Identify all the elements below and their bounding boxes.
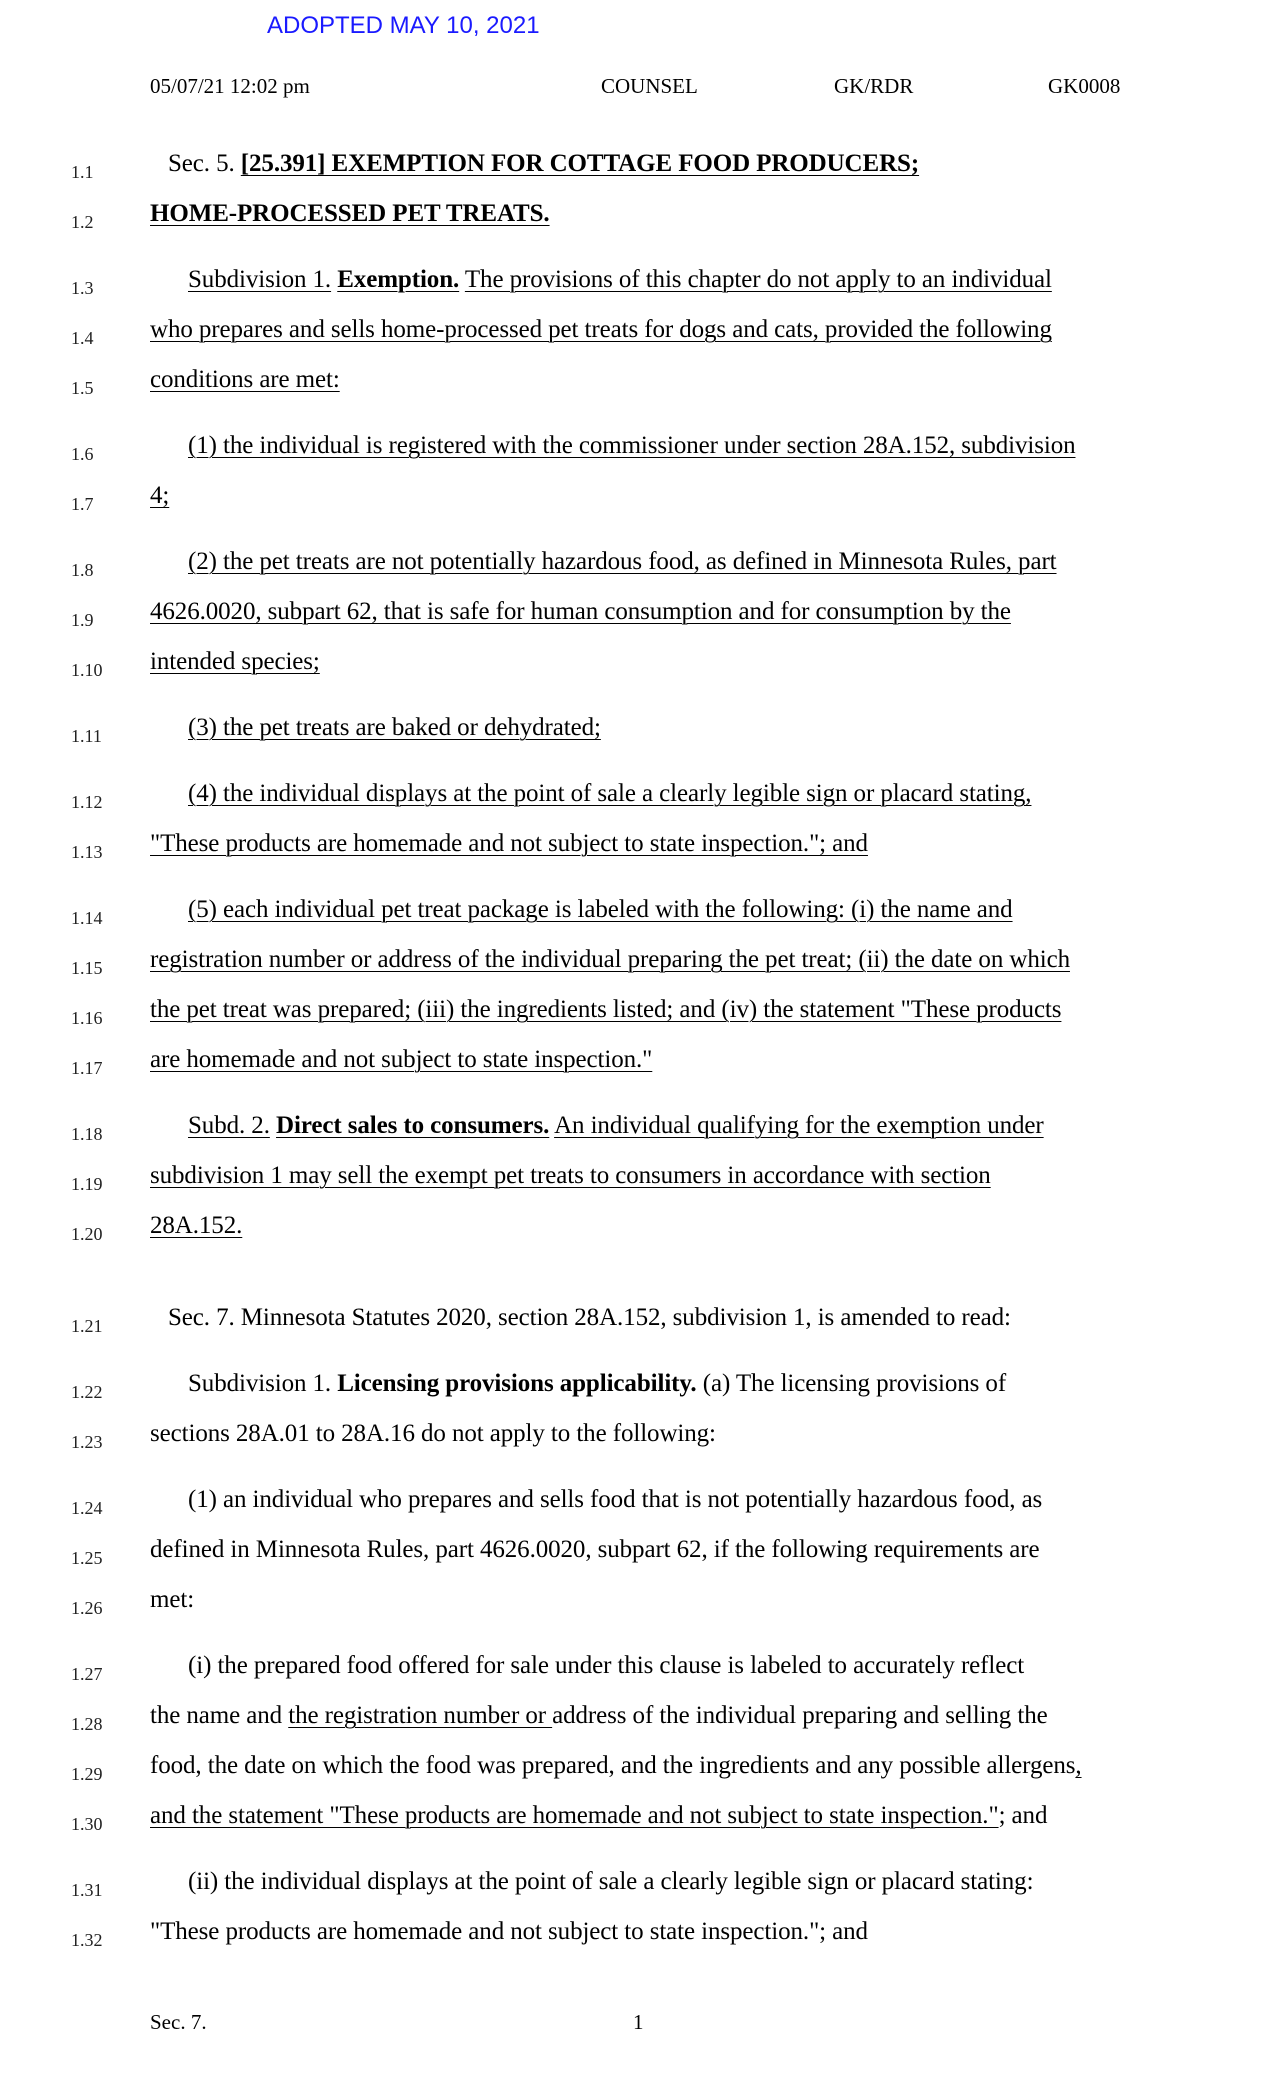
line-number: 1.29 xyxy=(71,1764,103,1784)
line-text xyxy=(188,780,1031,808)
line-number: 1.22 xyxy=(71,1382,103,1402)
text-line xyxy=(0,366,1275,406)
line-number: 1.24 xyxy=(71,1498,103,1518)
header-office: COUNSEL xyxy=(601,74,698,98)
line-text xyxy=(150,1586,194,1614)
text-segment: ; and xyxy=(998,1802,1048,1829)
line-number: 1.16 xyxy=(71,1008,103,1028)
text-line xyxy=(0,150,1275,190)
text-segment: Direct sales to consumers. xyxy=(276,1112,550,1139)
line-text xyxy=(150,1702,1048,1730)
line-text xyxy=(168,150,919,178)
text-segment: conditions are met: xyxy=(150,366,340,393)
line-number: 1.27 xyxy=(71,1664,103,1684)
line-text xyxy=(150,1212,242,1240)
line-text xyxy=(188,266,1052,294)
text-segment: Subd. 2. xyxy=(188,1112,270,1139)
line-number: 1.4 xyxy=(71,328,94,348)
text-segment: (3) the pet treats are baked or dehydrated; xyxy=(188,714,601,741)
text-segment: 4; xyxy=(150,482,170,509)
text-line xyxy=(0,714,1275,754)
text-segment: subdivision 1 may sell the exempt pet treats to consumers in accordance with section xyxy=(150,1162,991,1189)
line-text xyxy=(150,1046,652,1074)
text-segment: HOME-PROCESSED PET TREATS. xyxy=(150,200,550,227)
page-number: 1 xyxy=(633,2010,644,2034)
line-number: 1.6 xyxy=(71,444,94,464)
line-text xyxy=(150,830,868,858)
text-segment: "These products are homemade and not subject to state inspection."; and xyxy=(150,1918,868,1945)
text-segment: Sec. 5. xyxy=(168,150,241,177)
line-number: 1.9 xyxy=(71,610,94,630)
line-number: 1.25 xyxy=(71,1548,103,1568)
line-text xyxy=(188,896,1013,924)
text-segment: Licensing provisions applicability. xyxy=(337,1370,697,1397)
text-segment: , xyxy=(1075,1752,1082,1779)
line-number: 1.12 xyxy=(71,792,103,812)
line-number: 1.31 xyxy=(71,1880,103,1900)
line-text xyxy=(150,1420,716,1448)
text-line xyxy=(0,1802,1275,1842)
text-segment: the registration number or xyxy=(288,1702,553,1729)
line-number: 1.32 xyxy=(71,1930,103,1950)
text-line xyxy=(0,1112,1275,1152)
header-initials: GK/RDR xyxy=(834,74,914,98)
text-line xyxy=(0,200,1275,240)
text-segment: Sec. 7. Minnesota Statutes 2020, section 28A.152, subdivision 1, is amended to read: xyxy=(168,1304,1011,1331)
line-number: 1.7 xyxy=(71,494,94,514)
line-number: 1.5 xyxy=(71,378,94,398)
line-text xyxy=(188,1486,1042,1514)
text-segment: (4) the individual displays at the point of sale a clearly legible sign or placard stating, xyxy=(188,780,1032,807)
text-segment: [25.391] EXEMPTION FOR COTTAGE FOOD PRODUCERS; xyxy=(240,150,920,177)
line-number: 1.17 xyxy=(71,1058,103,1078)
text-line xyxy=(0,1536,1275,1576)
line-number: 1.15 xyxy=(71,958,103,978)
header-date: 05/07/21 12:02 pm xyxy=(150,74,310,98)
text-line xyxy=(0,1752,1275,1792)
text-segment: An individual qualifying for the exemption under xyxy=(554,1112,1044,1139)
line-number: 1.30 xyxy=(71,1814,103,1834)
text-segment: (a) The licensing provisions of xyxy=(696,1370,1007,1397)
text-line xyxy=(0,1162,1275,1202)
line-text xyxy=(188,1652,1024,1680)
text-line xyxy=(0,1046,1275,1086)
text-segment: the name and xyxy=(150,1702,289,1729)
text-segment: met: xyxy=(150,1586,195,1613)
text-line xyxy=(0,648,1275,688)
line-number: 1.10 xyxy=(71,660,103,680)
text-line xyxy=(0,316,1275,356)
line-text xyxy=(188,548,1057,576)
line-text xyxy=(150,648,320,676)
line-number: 1.14 xyxy=(71,908,103,928)
text-line xyxy=(0,432,1275,472)
text-segment: registration number or address of the individual preparing the pet treat; (ii) the date on which xyxy=(150,946,1070,973)
line-number: 1.20 xyxy=(71,1224,103,1244)
text-segment: (2) the pet treats are not potentially hazardous food, as defined in Minnesota Rules, part xyxy=(188,548,1057,575)
line-text xyxy=(150,482,169,510)
text-segment: 4626.0020, subpart 62, that is safe for human consumption and for consumption by the xyxy=(150,598,1011,625)
text-line xyxy=(0,1370,1275,1410)
text-line xyxy=(0,830,1275,870)
text-line xyxy=(0,266,1275,306)
line-text xyxy=(188,1370,1006,1398)
line-text xyxy=(150,1162,991,1190)
text-segment: food, the date on which the food was prepared, and the ingredients and any possible allergens xyxy=(150,1752,1076,1779)
line-text xyxy=(168,1304,1011,1332)
line-text xyxy=(150,1918,868,1946)
text-segment: Subdivision 1. xyxy=(188,266,332,293)
line-number: 1.3 xyxy=(71,278,94,298)
adopted-stamp: ADOPTED MAY 10, 2021 xyxy=(267,12,540,39)
text-segment: intended species; xyxy=(150,648,320,675)
line-number: 1.18 xyxy=(71,1124,103,1144)
text-segment: Exemption. xyxy=(337,266,460,293)
text-line xyxy=(0,1486,1275,1526)
line-number: 1.26 xyxy=(71,1598,103,1618)
line-text xyxy=(150,946,1070,974)
text-segment: sections 28A.01 to 28A.16 do not apply to the following: xyxy=(150,1420,716,1447)
line-text xyxy=(150,996,1061,1024)
text-segment: (1) an individual who prepares and sells food that is not potentially hazardous food, as xyxy=(188,1486,1043,1513)
text-segment: (5) each individual pet treat package is labeled with the following: (i) the name and xyxy=(188,896,1013,923)
text-line xyxy=(0,1918,1275,1958)
line-number: 1.23 xyxy=(71,1432,103,1452)
line-text xyxy=(150,598,1011,626)
text-line xyxy=(0,1868,1275,1908)
text-segment: address of the individual preparing and selling the xyxy=(552,1702,1048,1729)
text-segment: the pet treat was prepared; (iii) the ingredients listed; and (iv) the statement "These products xyxy=(150,996,1062,1023)
header-code: GK0008 xyxy=(1048,74,1121,98)
line-number: 1.11 xyxy=(71,726,102,746)
text-line xyxy=(0,1420,1275,1460)
text-segment: who prepares and sells home-processed pet treats for dogs and cats, provided the following xyxy=(150,316,1052,343)
line-number: 1.21 xyxy=(71,1316,103,1336)
line-text xyxy=(188,1112,1044,1140)
text-line xyxy=(0,1586,1275,1626)
text-segment: defined in Minnesota Rules, part 4626.0020, subpart 62, if the following requirements are xyxy=(150,1536,1040,1563)
text-segment: The provisions of this chapter do not apply to an individual xyxy=(464,266,1052,293)
line-number: 1.2 xyxy=(71,212,94,232)
text-line xyxy=(0,896,1275,936)
line-text xyxy=(150,1802,1047,1830)
line-number: 1.8 xyxy=(71,560,94,580)
line-number: 1.19 xyxy=(71,1174,103,1194)
line-number: 1.13 xyxy=(71,842,103,862)
text-line xyxy=(0,780,1275,820)
text-line xyxy=(0,1702,1275,1742)
line-text xyxy=(150,316,1052,344)
text-line xyxy=(0,548,1275,588)
footer-section: Sec. 7. xyxy=(150,2010,207,2034)
text-segment: (i) the prepared food offered for sale under this clause is labeled to accurately reflect xyxy=(188,1652,1025,1679)
text-line xyxy=(0,1212,1275,1252)
line-text xyxy=(150,366,340,394)
text-segment: Subdivision 1. xyxy=(188,1370,338,1397)
text-segment: "These products are homemade and not subject to state inspection."; and xyxy=(150,830,868,857)
text-line xyxy=(0,598,1275,638)
line-number: 1.1 xyxy=(71,162,94,182)
text-segment: and the statement "These products are homemade and not subject to state inspection." xyxy=(150,1802,999,1829)
text-line xyxy=(0,996,1275,1036)
line-text xyxy=(188,432,1076,460)
text-line xyxy=(0,946,1275,986)
text-line xyxy=(0,482,1275,522)
line-text xyxy=(150,200,550,228)
line-text xyxy=(150,1536,1040,1564)
text-segment: (ii) the individual displays at the point of sale a clearly legible sign or placard stating: xyxy=(188,1868,1034,1895)
line-text xyxy=(188,714,601,742)
line-text xyxy=(150,1752,1082,1780)
text-segment: 28A.152. xyxy=(150,1212,243,1239)
line-text xyxy=(188,1868,1033,1896)
text-segment: are homemade and not subject to state inspection." xyxy=(150,1046,653,1073)
text-segment: (1) the individual is registered with the commissioner under section 28A.152, subdivision xyxy=(188,432,1076,459)
text-line xyxy=(0,1652,1275,1692)
line-number: 1.28 xyxy=(71,1714,103,1734)
text-line xyxy=(0,1304,1275,1344)
